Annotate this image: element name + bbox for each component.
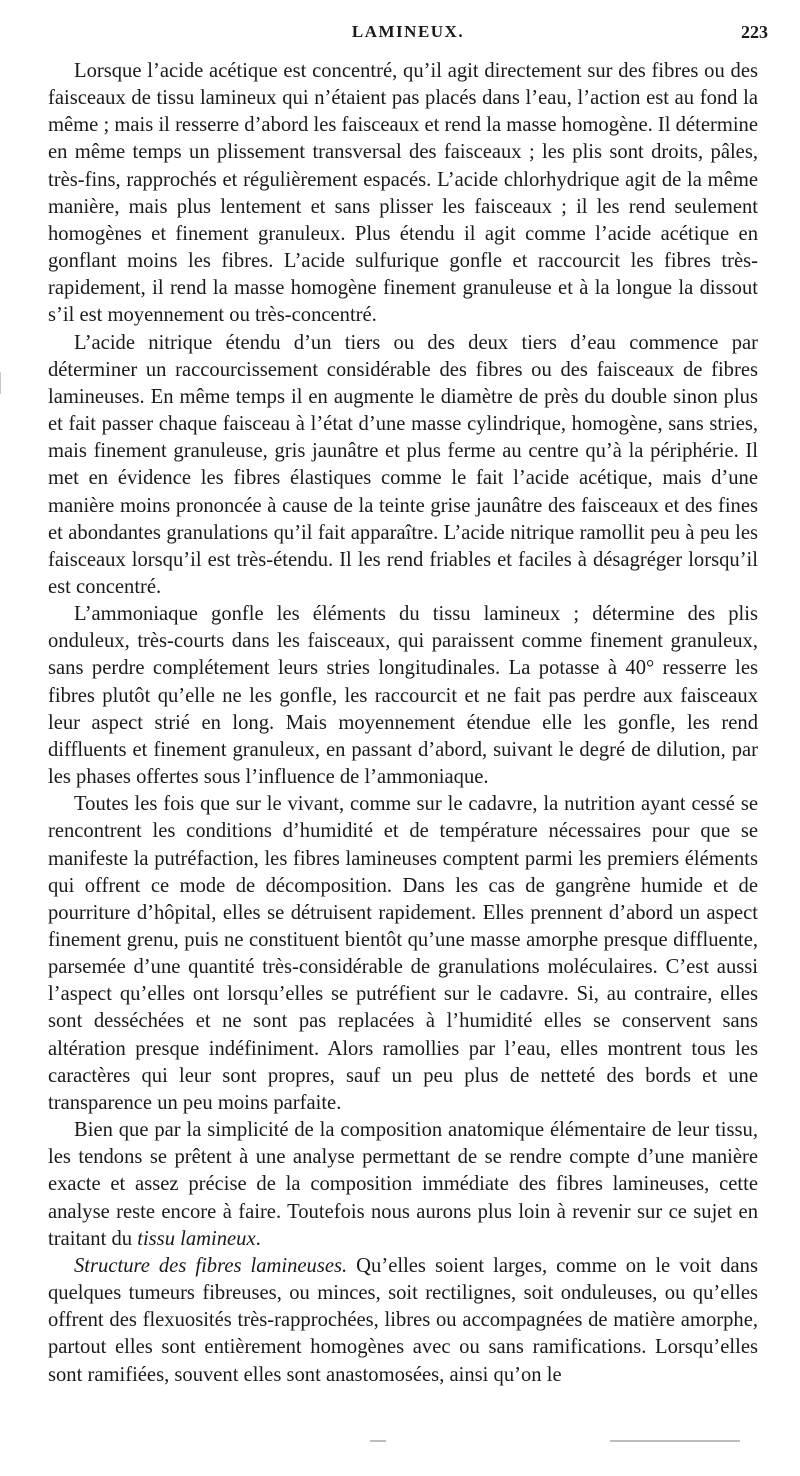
bleed-mark: [370, 1440, 386, 1442]
paragraph-text: Bien que par la simplicité de la composition anatomique élémentaire de leur tissu, les tendons se prêtent à une analyse permettant de se rendre compte d’une manière exacte et assez précise de la composition immédiate des fibres lamineuses, cette analyse reste encore à faire. Toutefois nous aurons plus loin à revenir sur ce sujet en traitant du: [48, 1119, 758, 1250]
paragraph-text: L’acide nitrique étendu d’un tiers ou des deux tiers d’eau commence par déterminer un raccourcissement considérable des fibres ou des faisceaux de fibres lamineuses. En même temps il en augmente le diamètre de près du double sinon plus et fait passer chaque faisceau à l’état d’une masse cylindrique, homogène, sans stries, mais finement granuleuse, gris jaunâtre et plus ferme au centre qu’à la périphérie. Il met en évidence les fibres élastiques comme le fait l’acide acétique, mais d’une manière moins prononcée à cause de la teinte grise jaunâtre des faisceaux et des fines et abondantes granulations qu’il fait apparaître. L’acide nitrique ramollit peu à peu les faisceaux lorsqu’il est très-étendu. Il les rend friables et faciles à désagréger lorsqu’il est concentré.: [48, 331, 758, 598]
paragraph-text: .: [255, 1227, 261, 1250]
paragraph-text: L’ammoniaque gonfle les éléments du tissu lamineux ; détermine des plis onduleux, très-courts dans les faisceaux, qui paraissent comme finement granuleux, sans perdre complétement leurs stries longitudinales. La potasse à 40° resserre les fibres plutôt qu’elle ne les gonfle, les raccourcit et ne fait pas perdre aux faisceaux leur aspect strié en long. Mais moyennement étendue elle les gonfle, les rend diffluents et finement granuleux, en passant d’abord, suivant le degré de dilution, par les phases offertes sous l’influence de l’ammoniaque.: [48, 603, 758, 789]
section-heading-italic: Structure des fibres lamineuses.: [74, 1254, 348, 1277]
paragraph-text: Qu’elles soient larges, comme on le voit dans quelques tumeurs fibreuses, ou minces, soit rectilignes, soit onduleuses, ou qu’elles offrent des flexuosités très-rapprochées, libres ou accompagnées de matière amorphe, partout elles sont entièrement homogènes avec ou sans ramifications. Lorsqu’elles sont ramifiées, souvent elles sont anastomosées, ainsi qu’on le: [48, 1254, 758, 1386]
paragraph-text: Lorsque l’acide acétique est concentré, qu’il agit directement sur des fibres ou des faisceaux de tissu lamineux qui n’étaient pas placés dans l’eau, l’action est au fond la même ; mais il resserre d’abord les faisceaux et rend la masse homogène. Il détermine en même temps un plissement transversal des faisceaux ; les plis sont droits, pâles, très-fins, rapprochés et régulièrement espacés. L’acide chlorhydrique agit de la même manière, mais plus lentement et sans plisser les faisceaux ; il les rend seulement homogènes et finement granuleux. Plus étendu il agit comme l’acide acétique en gonflant moins les fibres. L’acide sulfurique gonfle et raccourcit les fibres très-rapidement, il rend la masse homogène finement granuleuse et à la longue la dissout s’il est moyennement ou très-concentré.: [48, 60, 758, 327]
paragraph-putrefaction: [48, 791, 758, 1117]
bleed-mark: [610, 1440, 740, 1442]
body-text: [48, 58, 758, 1389]
paragraph-text: Toutes les fois que sur le vivant, comme sur le cadavre, la nutrition ayant cessé se rencontrent les conditions d’humidité et de température nécessaires pour que se manifeste la putréfaction, les fibres lamineuses comptent parmi les premiers éléments qui offrent ce mode de décomposition. Dans les cas de gangrène humide et de pourriture d’hôpital, elles se détruisent rapidement. Elles prennent d’abord un aspect finement grenu, puis ne constituent bientôt qu’une masse amorphe presque diffluente, parsemée d’une quantité très-considérable de granulations moléculaires. C’est aussi l’aspect qu’elles ont lorsqu’elles se putréfient sur le cadavre. Si, au contraire, elles sont desséchées et ne sont pas replacées à l’humidité elles se conservent sans altération presque indéfiniment. Alors ramollies par l’eau, elles montrent tous les caractères qui leur sont propres, sauf un peu plus de netteté des bords et une transparence un peu moins parfaite.: [48, 793, 758, 1114]
paragraph-nitric-acid: [48, 330, 758, 602]
paragraph-ammonia: [48, 601, 758, 791]
margin-mark: [0, 372, 1, 394]
bottom-bleed-marks: [360, 1436, 760, 1446]
paragraph-structure: [48, 1253, 758, 1389]
page-number: 223: [741, 22, 768, 42]
paragraph-tendons: [48, 1117, 758, 1253]
running-head: [48, 22, 768, 48]
italic-term: tissu lamineux: [137, 1227, 256, 1250]
running-title: LAMINEUX.: [351, 22, 465, 41]
paragraph-acid-acetic: [48, 58, 758, 330]
